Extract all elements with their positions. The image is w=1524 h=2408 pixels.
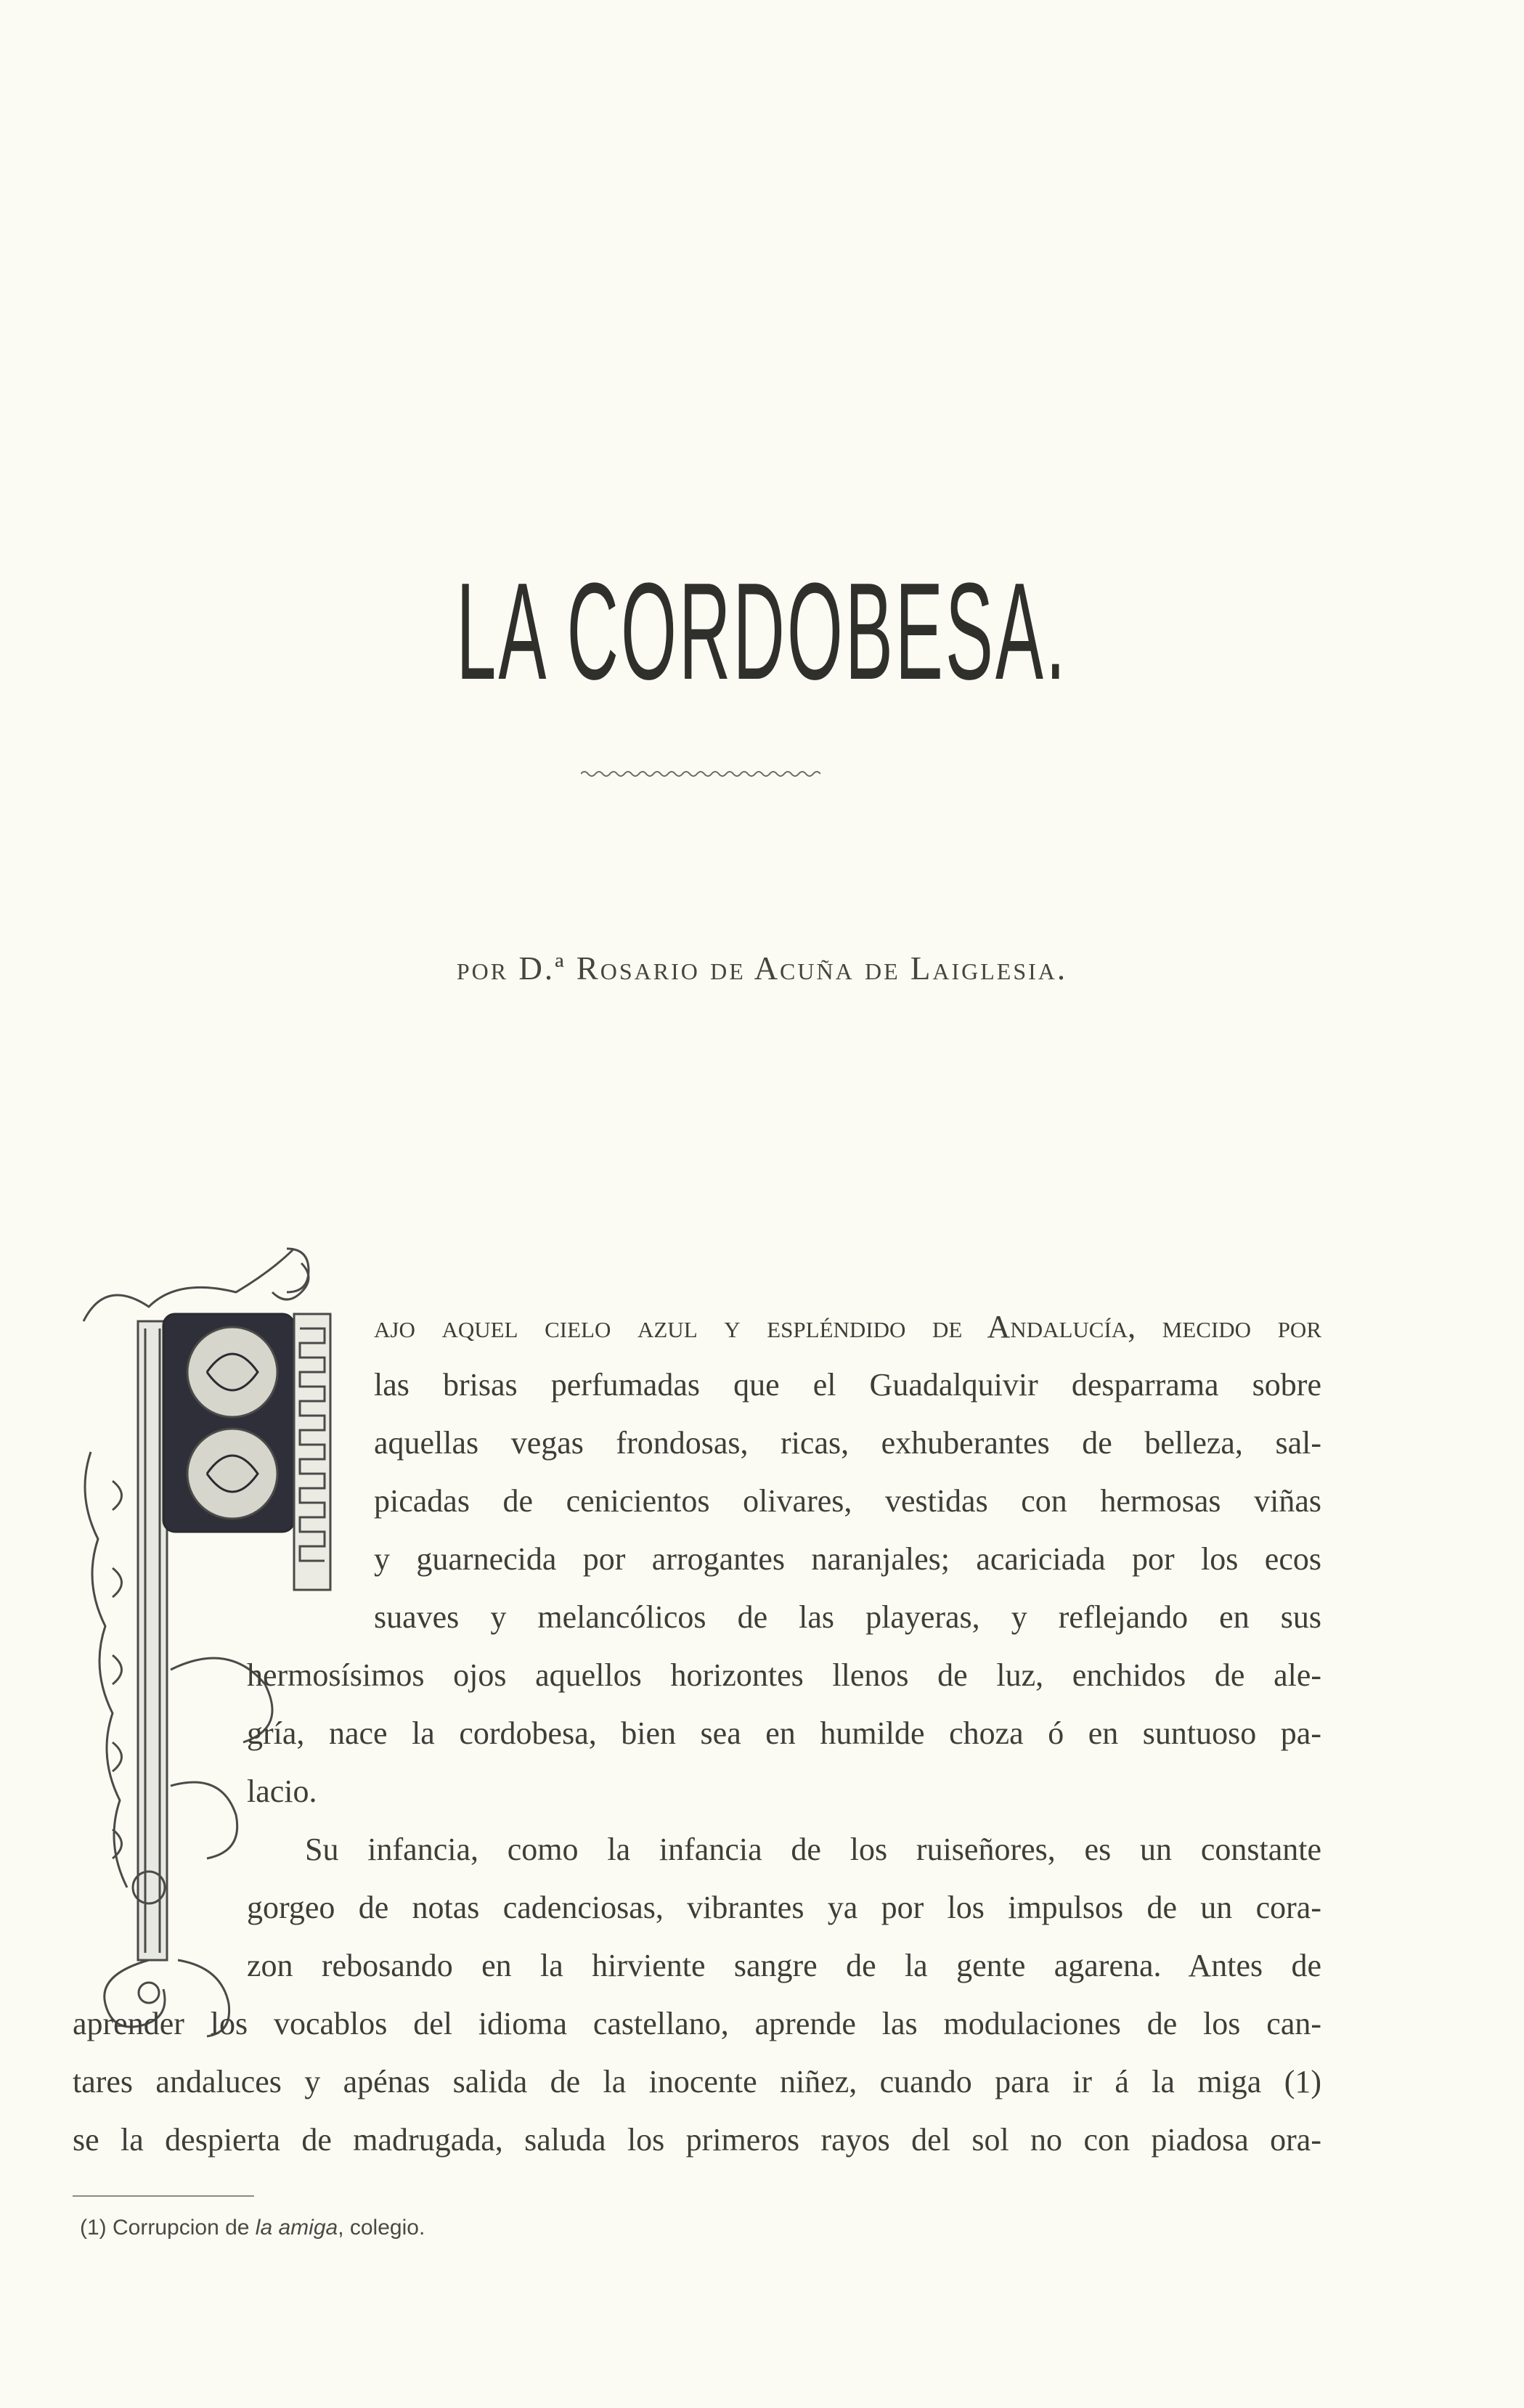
paragraph-2-line: Su infancia, como la infancia de los ruiseñores, es un constante: [305, 1832, 1321, 1867]
paragraph-2-line: se la despierta de madrugada, saluda los primeros rayos del sol no con piadosa ora-: [73, 2122, 1321, 2158]
paragraph-2-line: gorgeo de notas cadenciosas, vibrantes ya por los impulsos de un cora-: [247, 1890, 1321, 1925]
footnote-rule: [73, 2195, 254, 2197]
paragraph-1-line: [374, 1298, 1321, 1356]
paragraph-1-line: hermosísimos ojos aquellos horizontes llenos de luz, enchidos de ale-: [247, 1657, 1321, 1693]
paragraph-2-line: tares andaluces y apénas salida de la inocente niñez, cuando para ir á la miga (1): [73, 2064, 1321, 2099]
footnote-text-before: Corrupcion de: [113, 2216, 250, 2240]
paragraph-1-line: suaves y melancólicos de las playeras, y reflejando en sus: [374, 1599, 1321, 1635]
paragraph-1-line: las brisas perfumadas que el Guadalquivir desparrama sobre: [374, 1367, 1321, 1403]
wavy-rule-ornament: [581, 768, 820, 780]
author-name: Rosario de Acuña de Laiglesia.: [576, 950, 1068, 987]
paragraph-1-line: gría, nace la cordobesa, bien sea en humilde choza ó en suntuoso pa-: [247, 1715, 1321, 1751]
byline-prefix: por: [456, 950, 509, 987]
paragraph-2-line: aprender los vocablos del idioma castellano, aprende las modulaciones de los can-: [73, 2006, 1321, 2041]
paragraph-1-line: y guarnecida por arrogantes naranjales; acariciada por los ecos: [374, 1541, 1321, 1577]
author-byline: [0, 950, 1524, 987]
footnote-text-after: , colegio.: [338, 2216, 425, 2240]
footnote: [80, 2216, 425, 2240]
footnote-italic: la amiga: [255, 2216, 338, 2240]
line-text: ajo aquel cielo azul y espléndido de Andalucía, mecido por: [374, 1309, 1321, 1344]
paragraph-1-line: picadas de cenicientos olivares, vestidas con hermosas viñas: [374, 1483, 1321, 1519]
page-title: LA CORDOBESA.: [456, 555, 1068, 709]
author-title: D.ª: [518, 950, 566, 987]
footnote-marker: (1): [80, 2216, 107, 2240]
paragraph-1-line: aquellas vegas frondosas, ricas, exhuberantes de belleza, sal-: [374, 1425, 1321, 1461]
paragraph-1-line: lacio.: [247, 1774, 317, 1809]
paragraph-2-line: zon rebosando en la hirviente sangre de la gente agarena. Antes de: [247, 1948, 1321, 1983]
